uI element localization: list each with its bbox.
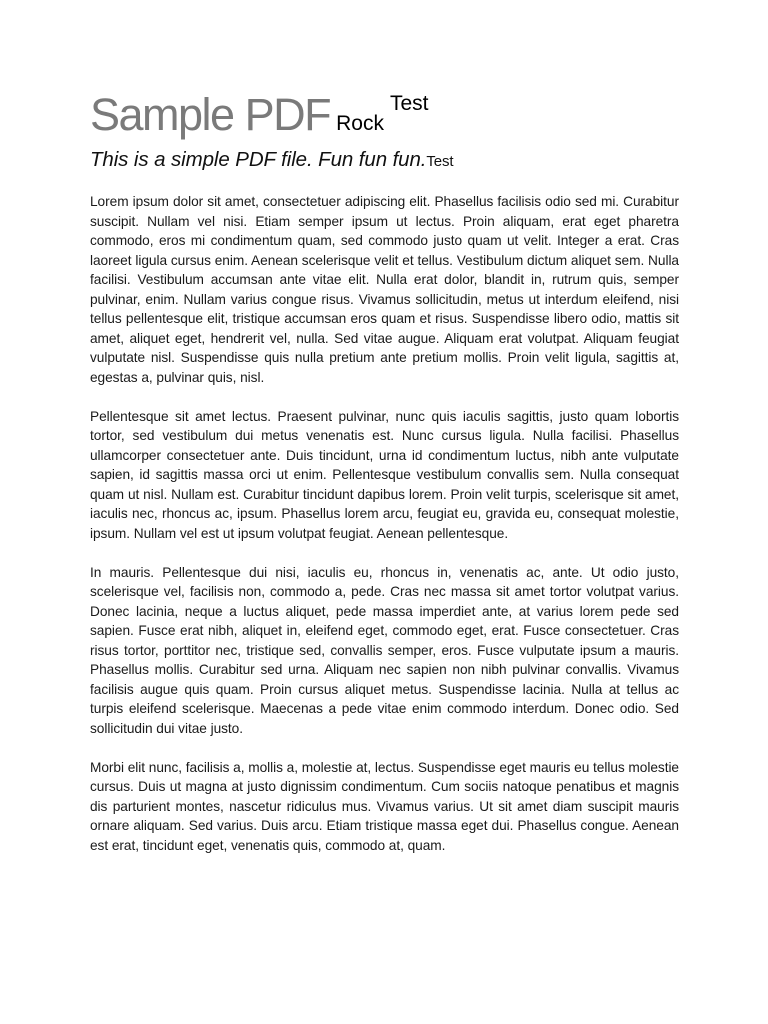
title-word: Rock [336, 112, 384, 135]
paragraph-2: Pellentesque sit amet lectus. Praesent pulvinar, nunc quis iaculis sagittis, justo quam lobortis tortor, sed vestibulum dui metus venenatis est. Nunc cursus ligula. Nulla facilisi. Phasellus ullamcorper consectetuer ante. Duis tincidunt, urna id condimentum luctus, nibh ante vulputate sapien, id sagittis massa orci ut enim. Pellentesque vestibulum convallis sem. Nulla consequat quam ut nisl. Nullam est. Curabitur tincidunt dapibus lorem. Proin velit turpis, scelerisque sit amet, iaculis nec, rhoncus ac, ipsum. Phasellus lorem arcu, feugiat eu, gravida eu, consequat molestie, ipsum. Nullam vel est ut ipsum volutpat feugiat. Aenean pellentesque. [90, 408, 679, 541]
document-title: Sample PDF [90, 89, 331, 140]
subtitle-suffix: Test [426, 153, 454, 170]
document-body [90, 192, 679, 855]
paragraph-4: Morbi elit nunc, facilisis a, mollis a, molestie at, lectus. Suspendisse eget mauris eu tellus molestie cursus. Duis ut magna at justo dignissim condimentum. Cum sociis natoque penatibus et magnis dis parturient montes, nascetur ridiculus mus. Vivamus varius. Ut sit amet diam suscipit mauris ornare aliquam. Sed varius. Duis arcu. Etiam tristique massa eget dui. Phasellus congue. Aenean est erat, tincidunt eget, venenatis quis, commodo at, quam. [90, 759, 679, 853]
paragraph-3: In mauris. Pellentesque dui nisi, iaculis eu, rhoncus in, venenatis ac, ante. Ut odio justo, scelerisque vel, facilisis non, commodo a, pede. Cras nec massa sit amet tortor volutpat varius. Donec lacinia, neque a luctus aliquet, pede massa imperdiet ante, at varius lorem pede sed sapien. Fusce erat nibh, aliquet in, eleifend eget, commodo eget, erat. Fusce consectetuer. Cras risus tortor, porttitor nec, tristique sed, convallis semper, eros. Fusce vulputate ipsum a mauris. Phasellus mollis. Curabitur sed urna. Aliquam nec sapien non nibh pulvinar convallis. Vivamus facilisis augue quis quam. Proin cursus aliquet metus. Suspendisse lacinia. Nulla at tellus ac turpis eleifend scelerisque. Maecenas a pede vitae enim commodo interdum. Donec odio. Sed sollicitudin dui vitae justo. [90, 564, 679, 736]
paragraph-1: Lorem ipsum dolor sit amet, consectetuer adipiscing elit. Phasellus facilisis odio sed mi. Curabitur suscipit. Nullam vel nisi. Etiam semper ipsum ut lectus. Proin aliquam, erat eget pharetra commodo, eros mi condimentum quam, sed commodo justo quam ut velit. Integer a erat. Cras laoreet ligula cursus enim. Aenean scelerisque velit et tellus. Vestibulum dictum aliquet sem. Nulla facilisi. Vestibulum accumsan ante vitae elit. Nulla erat dolor, blandit in, rutrum quis, semper pulvinar, enim. Nullam varius congue risus. Vivamus sollicitudin, metus ut interdum eleifend, nisi tellus pellentesque elit, tristique accumsan eros quam et risus. Suspendisse libero odio, mattis sit amet, aliquet eget, hendrerit vel, nulla. Sed vitae augue. Aliquam erat volutpat. Aliquam feugiat vulputate nisl. Suspendisse quis nulla pretium ante pretium mollis. Proin velit ligula, sagittis at, egestas a, pulvinar quis, nisl. [90, 194, 679, 385]
document-subtitle [90, 148, 679, 172]
title-line [90, 89, 679, 140]
subtitle-text: This is a simple PDF file. Fun fun fun. [90, 148, 427, 171]
title-superscript: Test [389, 92, 429, 115]
